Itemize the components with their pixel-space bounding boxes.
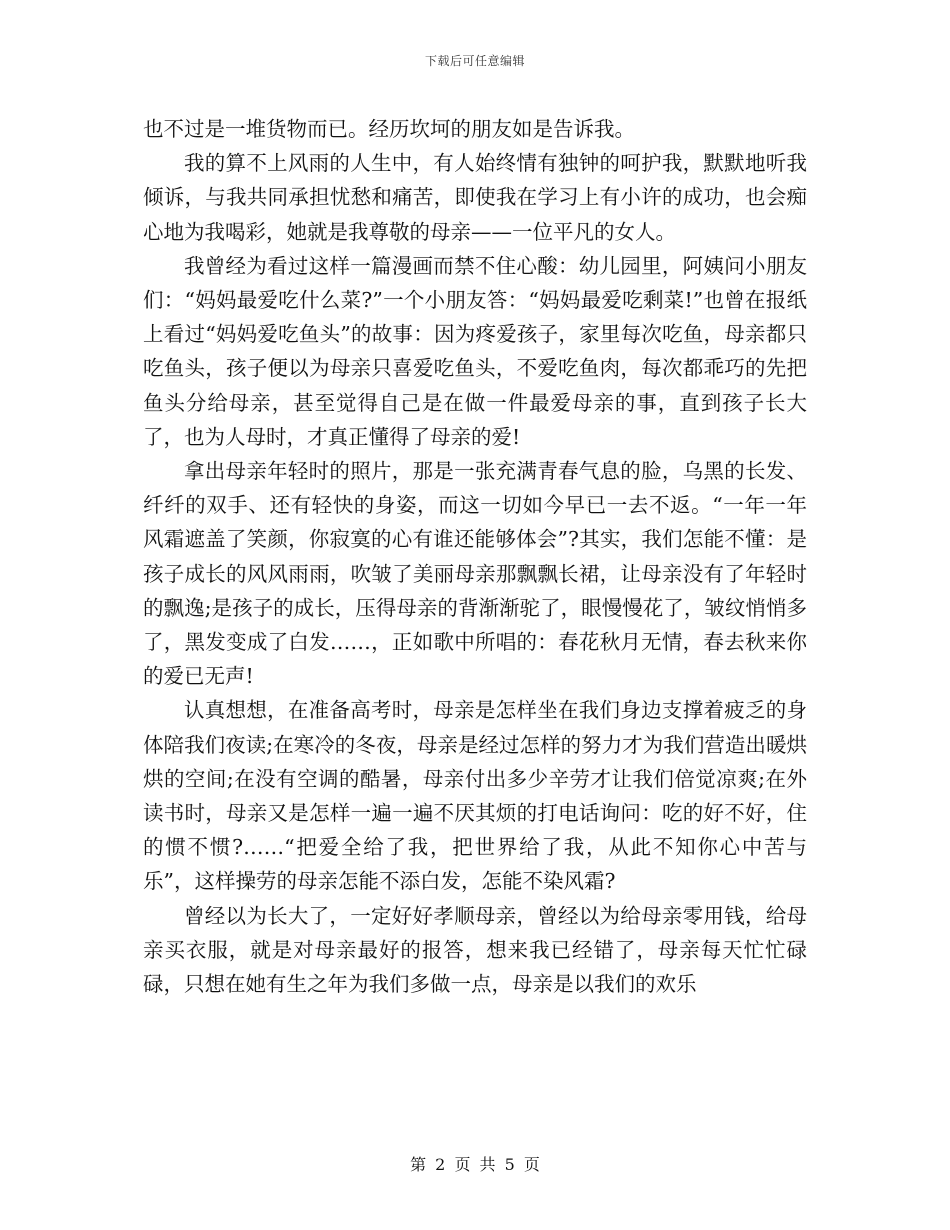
paragraph: 曾经以为长大了，一定好好孝顺母亲，曾经以为给母亲零用钱，给母亲买衣服，就是对母亲最好的报答，想来我已经错了，母亲每天忙忙碌碌，只想在她有生之年为我们多做一点，母亲是以我们的欢乐: [143, 903, 807, 997]
paragraph: 拿出母亲年轻时的照片，那是一张充满青春气息的脸，乌黑的长发、纤纤的双手、还有轻快的身姿，而这一切如今早已一去不返。“一年一年风霜遮盖了笑颜，你寂寞的心有谁还能够体会”?其实，我们怎能不懂：是孩子成长的风风雨雨，吹皱了美丽母亲那飘飘长裙，让母亲没有了年轻时的飘逸;是孩子的成长，压得母亲的背渐渐驼了，眼慢慢花了，皱纹悄悄多了，黑发变成了白发……，正如歌中所唱的：春花秋月无情，春去秋来你的爱已无声!: [143, 459, 807, 689]
document-body: [143, 112, 807, 1001]
page-footer: 第 2 页 共 5 页: [410, 1155, 540, 1174]
paragraph: 我曾经为看过这样一篇漫画而禁不住心酸：幼儿园里，阿姨问小朋友们：“妈妈最爱吃什么菜?”一个小朋友答：“妈妈最爱吃剩菜!”也曾在报纸上看过“妈妈爱吃鱼头”的故事：因为疼爱孩子，家里每次吃鱼，母亲都只吃鱼头，孩子便以为母亲只喜爱吃鱼头，不爱吃鱼肉，每次都乖巧的先把鱼头分给母亲，甚至觉得自己是在做一件最爱母亲的事，直到孩子长大了，也为人母时，才真正懂得了母亲的爱!: [143, 253, 807, 449]
paragraph: 我的算不上风雨的人生中，有人始终情有独钟的呵护我，默默地听我倾诉，与我共同承担忧愁和痛苦，即使我在学习上有小许的成功，也会痴心地为我喝彩，她就是我尊敬的母亲——一位平凡的女人。: [143, 151, 807, 244]
paragraph-continuation: 也不过是一堆货物而已。经历坎坷的朋友如是告诉我。: [143, 117, 635, 141]
page-header: 下载后可任意编辑: [424, 54, 525, 68]
paragraph: 认真想想，在准备高考时，母亲是怎样坐在我们身边支撑着疲乏的身体陪我们夜读;在寒冷的冬夜，母亲是经过怎样的努力才为我们营造出暖烘烘的空间;在没有空调的酷暑，母亲付出多少辛劳才让我们倍觉凉爽;在外读书时，母亲又是怎样一遍一遍不厌其烦的打电话询问：吃的好不好，住的惯不惯?……“把爱全给了我，把世界给了我，从此不知你心中苦与乐”，这样操劳的母亲怎能不添白发，怎能不染风霜?: [143, 698, 807, 894]
